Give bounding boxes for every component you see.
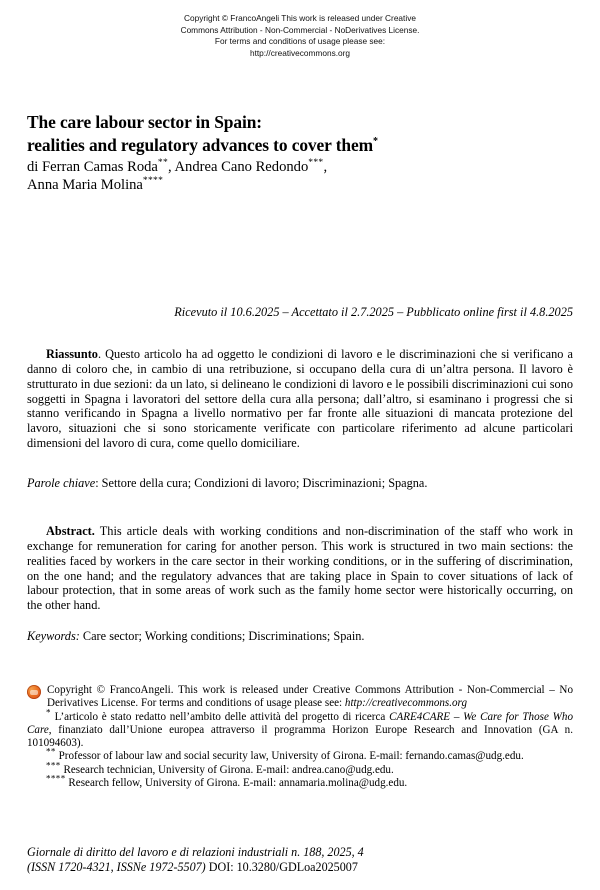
author-separator-2: ,	[323, 159, 328, 175]
riassunto-text: . Questo articolo ha ad oggetto le condizioni di lavoro e le discriminazioni che si verificano a danno di coloro che, in cambio di una retribuzione, si occupano della cura di un’altra persona. Il lavoro è strutturato in due sezioni: da un lato, si delineano le condizioni di lavoro e le possibili discriminazioni cui sono soggetti in Spagna i lavoratori del settore della cura alla persona; dall’altro, si esaminano i progressi che si stanno verificando in Spagna a livello normativo per far fronte alle situazioni di mancata protezione del lavoro, situazioni che si sono storicamente verificate con particolare riferimento ad alcune particolari dimensioni del lavoro di cura, come quello domiciliare.	[27, 347, 573, 451]
publication-dates: Ricevuto il 10.6.2025 – Accettato il 2.7.2025 – Pubblicato online first il 4.8.2025	[174, 305, 573, 319]
banner-line-1: Copyright © FrancoAngeli This work is released under Creative	[184, 13, 416, 23]
footnote-3-text: Research technician, University of Girona. E-mail: andrea.cano@udg.edu.	[60, 763, 394, 776]
author-2-footnote-marker: ***	[308, 158, 324, 169]
abstract-paragraph	[27, 524, 573, 613]
creative-commons-icon	[27, 685, 41, 699]
parole-chiave-text: : Settore della cura; Condizioni di lavoro; Discriminazioni; Spagna.	[95, 476, 428, 491]
page-title	[27, 111, 573, 157]
journal-issn-doi-line	[27, 860, 573, 875]
footnote-3-marker: ***	[46, 760, 61, 771]
banner-line-4: http://creativecommons.org	[249, 47, 351, 58]
footnote-4-text: Research fellow, University of Girona. E-mail: annamaria.molina@udg.edu.	[65, 777, 408, 790]
title-line-2: realities and regulatory advances to cover them	[27, 134, 373, 155]
author-separator-1: , Andrea Cano Redondo	[168, 159, 309, 175]
abstract-label: Abstract.	[46, 524, 95, 539]
banner-line-2: Commons Attribution - Non-Commercial - NoDerivatives License.	[180, 24, 420, 35]
parole-chiave	[27, 476, 573, 491]
journal-citation	[27, 845, 573, 874]
footnote-2-text: Professor of labour law and social security law, University of Girona. E-mail: fernando.camas@udg.edu.	[55, 750, 524, 763]
journal-doi: DOI: 10.3280/GDLoa2025007	[205, 859, 358, 874]
footnote-1-marker: *	[46, 706, 51, 717]
author-3-footnote-marker: ****	[142, 175, 164, 186]
footnote-4	[27, 773, 573, 790]
author-anna-maria-molina: Anna Maria Molina	[27, 176, 143, 193]
abstract-text: This article deals with working conditions and non-discrimination of the staff who work in exchange for remuneration for caring for another person. This work is structured in two main sections: the realities faced by workers in the care sector in their working conditions, or in the suffering of discrimination, on the one hand; and the regulatory advances that are taking place in Spain to cover situations of lack of labour protection, that in some areas of work such as the family home sector were historically occurring, on the other hand.	[27, 524, 573, 613]
riassunto-label: Riassunto	[46, 347, 98, 362]
title-footnote-marker: *	[372, 135, 378, 147]
author-ferran-camas-roda: di Ferran Camas Roda	[27, 159, 158, 175]
journal-issn: (ISSN 1720-4321, ISSNe 1972-5507)	[27, 859, 206, 874]
footnote-3	[27, 760, 573, 777]
keywords-label: Keywords:	[27, 629, 80, 644]
copyright-banner	[60, 13, 540, 59]
footnote-2-marker: **	[46, 746, 56, 757]
parole-chiave-label: Parole chiave	[27, 476, 96, 491]
footnote-2	[27, 746, 573, 763]
footnote-1-text-part-2: , finanziato dall’Unione europea attraverso il programma Horizon Europe Research and Innovation (GA n. 101094603).	[27, 723, 573, 750]
creative-commons-link[interactable]: http://creativecommons.org	[344, 697, 468, 710]
footnote-4-marker: ****	[46, 773, 66, 784]
author-1-footnote-marker: **	[157, 158, 169, 169]
author-list	[27, 159, 573, 194]
footnote-1	[27, 706, 573, 751]
keywords-text: Care sector; Working conditions; Discriminations; Spain.	[79, 629, 365, 644]
license-footnote	[27, 684, 573, 711]
keywords	[27, 629, 573, 644]
title-line-1: The care labour sector in Spain:	[27, 111, 262, 132]
banner-line-3: For terms and conditions of usage please see:	[214, 36, 386, 47]
footnote-1-text-part-1: L’articolo è stato redatto nell’ambito delle attività del progetto di ricerca	[50, 710, 390, 723]
license-footnote-text: Copyright © FrancoAngeli. This work is released under Creative Commons Attribution - Non-Commercial – No Derivatives License. For terms and conditions of usage please see:	[47, 684, 573, 710]
riassunto-paragraph	[27, 347, 573, 451]
footnote-block	[27, 684, 573, 790]
footnote-1-project-title: CARE4CARE – We Care for Those Who Care	[27, 710, 573, 736]
journal-name-and-issue: Giornale di diritto del lavoro e di relazioni industriali n. 188, 2025, 4	[27, 845, 364, 859]
